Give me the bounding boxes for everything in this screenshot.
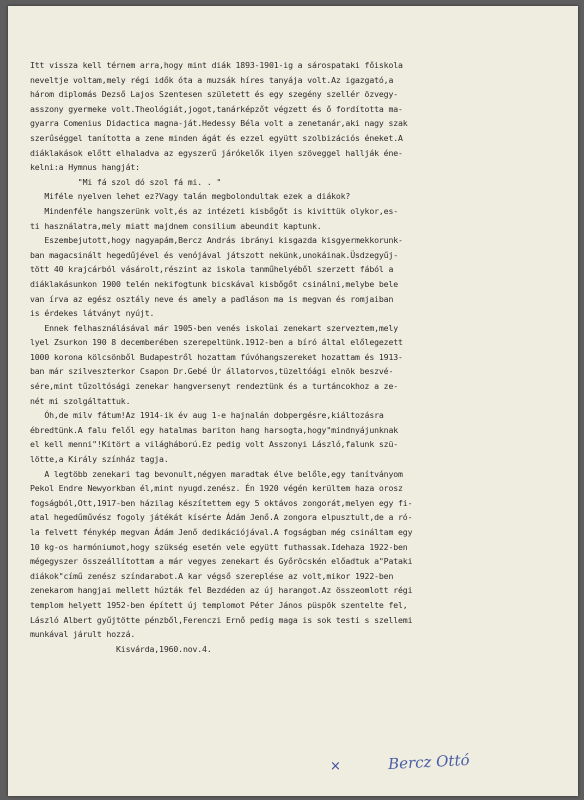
text-line: gyarra Comenius Didactica magna-ját.Hedessy Béla volt a zenetanár,aki nagy szak: [30, 118, 408, 129]
text-line: zenekarom hangjai mellett húzták fel Bezdéden az új harangot.Az összeomlott régi: [30, 585, 413, 596]
text-line: Miféle nyelven lehet ez?Vagy talán megbolondultak ezek a diákok?: [30, 191, 351, 202]
text-line: tött 40 krajcárból vásárolt,részint az iskola tanműhelyéből szerzett fából a: [30, 264, 394, 275]
text-line: lötte,a Király színház tagja.: [30, 454, 169, 465]
text-line: templom helyett 1952-ben épített új templomot Péter János püspök szentelte fel,: [30, 599, 408, 610]
text-line: lyel Zsurkon 190 8 decemberében szerepeltünk.1912-ben a bíró által előlegezett: [30, 337, 403, 348]
text-line: Itt vissza kell térnem arra,hogy mint diák 1893-1901-ig a sárospataki főiskola: [30, 60, 403, 70]
text-line: három diplomás Dezső Lajos Szentesen született és egy szegény szellér özvegy-: [30, 89, 399, 100]
text-line: la felvett fénykép megvan Ádám Jenő dedikációjával.A fogságban még csináltam egy: [30, 527, 413, 537]
text-line: neveltje voltam,mely régi idők óta a muzsák híres tanyája volt.Az igazgató,a: [30, 74, 394, 85]
text-line: ébredtünk.A falu felől egy hatalmas bariton hang harsogta,hogy"mindnyájunknak: [30, 424, 399, 435]
text-line: 1000 korona kölcsönből Budapestről hozattam fúvóhangszereket hozattam és 1913-: [30, 351, 403, 362]
text-line: Pekol Endre Newyorkban él,mint nyugd.zenész. Én 1920 végén kerültem haza orosz: [30, 483, 403, 494]
text-line: el kell menni"!Kitört a világháború.Ez pedig volt Asszonyi László,falunk szü-: [30, 439, 399, 450]
text-line: nét mi szolgáltattuk.: [30, 395, 131, 406]
text-line: diákok"című zenész színdarabot.A kar végső szereplése az volt,mikor 1922-ben: [30, 570, 394, 581]
text-line: diáklakások előtt elhaladva az egyszerű járókelők ilyen szöveggel hallják éne-: [30, 147, 403, 158]
text-line: asszony gyermeke volt.Theológiát,jogot,tanárképzőt végzett és ő fordította ma-: [30, 103, 403, 114]
text-line: van írva az egész osztály neve és amely a padláson ma is megvan és romjaiban: [30, 293, 394, 304]
text-line: sére,mint tűzoltósági zenekar hangversenyt rendeztünk és a turtáncokhoz a ze-: [30, 381, 399, 392]
text-line: Óh,de milv fátum!Az 1914-ik év aug 1-e hajnalán dobpergésre,kiáltozásra: [30, 410, 384, 421]
typewritten-text: [30, 58, 566, 656]
text-line: szerűséggel tanította a zene minden ágát és ezzel együtt szolbizációs éneket.A: [30, 132, 403, 143]
text-line: Mindenféle hangszerünk volt,és az intézeti kisbőgőt is kivittük olykor,es-: [30, 205, 399, 216]
text-line: ban magacsinált hegedűjével és venójával játszott nekünk,unokáinak.Üsdzegyűj-: [30, 249, 399, 260]
text-line: A legtöbb zenekari tag bevonult,négyen maradtak élve belőle,egy tanítványom: [30, 468, 403, 479]
text-line: atal hegedűművész fogoly játékát kísérte Ádám Jenő.A zongora elpusztult,de a ró-: [30, 512, 413, 523]
text-line: ti használatra,mely miatt majdnem consilium abeundit kaptunk.: [30, 220, 322, 231]
text-line: is érdekes látványt nyújt.: [30, 308, 155, 319]
text-line: ban már szilveszterkor Csapon Dr.Gebé Úr állatorvos,tüzeltóági elnök beszvé-: [30, 366, 394, 377]
text-line: kelni:a Hymnus hangját:: [30, 162, 140, 173]
text-line: Kisvárda,1960.nov.4.: [30, 643, 212, 654]
text-line: "Mi fá szol dó szol fá mi. . ": [30, 176, 222, 187]
text-line: diáklakásunkon 1900 telén nekifogtunk bicskával kisbőgőt csinálni,melybe bele: [30, 278, 399, 289]
text-line: fogságból,Ott,1917-ben házilag készítettem egy 5 oktávos zongorát,melyen egy fi-: [30, 497, 413, 508]
text-line: 10 kg-os harmóniumot,hogy szükség esetén vele együtt futhassak.Idehaza 1922-ben: [30, 541, 408, 552]
ink-cross-mark: ×: [330, 759, 341, 774]
letter-page: [8, 6, 578, 796]
text-line: munkával járult hozzá.: [30, 629, 136, 640]
handwritten-signature: Bercz Ottó: [387, 750, 470, 774]
text-line: László Albert gyűjtötte pénzből,Ferenczi Ernő pedig maga is sok testi s szellemi: [30, 614, 413, 625]
text-line: mégegyszer összeállítottam a már vegyes zenekart és Győröcskén előadtuk a"Pataki: [30, 556, 413, 567]
text-line: Ennek felhasználásával már 1905-ben venés iskolai zenekart szerveztem,mely: [30, 322, 399, 333]
text-line: Eszembejutott,hogy nagyapám,Bercz András ibrányi kisgazda kisgyermekkorunk-: [30, 235, 403, 246]
